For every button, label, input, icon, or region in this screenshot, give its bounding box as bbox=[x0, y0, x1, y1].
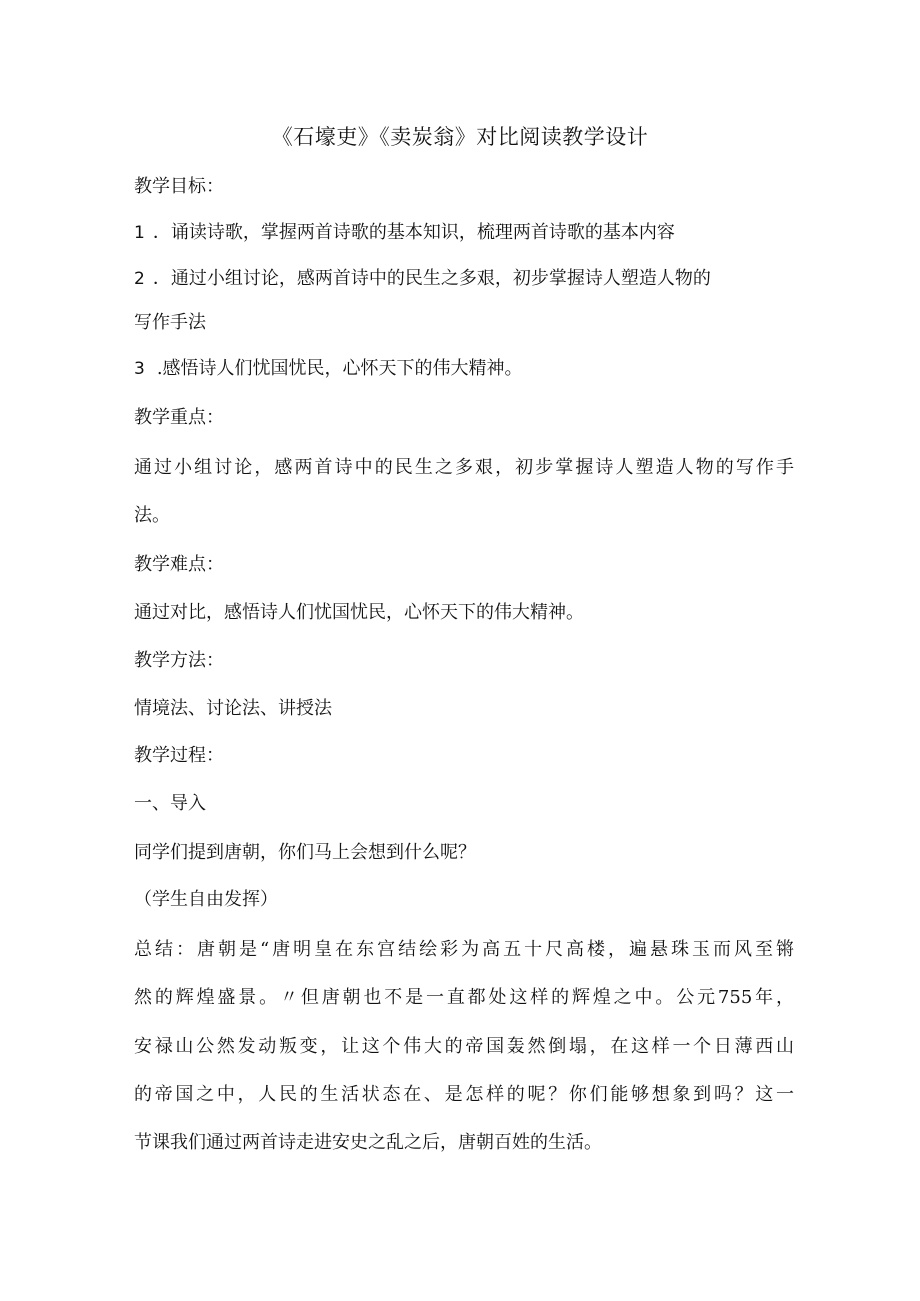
goal-text: ．通过小组讨论，感两首诗中的民生之多艰，初步掌握诗人塑造人物的 bbox=[152, 268, 711, 289]
summary-line-5: 节课我们通过两首诗走进安史之乱之后，唐朝百姓的生活。 bbox=[134, 1132, 602, 1153]
summary-line-1: 总结：唐朝是“唐明皇在东宫结绘彩为高五十尺高楼，遍悬珠玉而风至锵 bbox=[134, 939, 794, 960]
goal-item-2 bbox=[134, 266, 794, 292]
section-heading-intro: 一、导入 bbox=[134, 793, 206, 814]
goal-item-1 bbox=[134, 220, 794, 246]
method-heading: 教学方法： bbox=[134, 650, 224, 671]
goals-heading: 教学目标： bbox=[134, 176, 224, 197]
goal-number: 1 bbox=[134, 223, 145, 243]
intro-question: 同学们提到唐朝，你们马上会想到什么呢？ bbox=[134, 842, 476, 863]
summary-line-2: 然的辉煌盛景。〃但唐朝也不是一直都处这样的辉煌之中。公元755年， bbox=[134, 987, 794, 1008]
summary-line-4: 的帝国之中，人民的生活状态在、是怎样的呢？你们能够想象到吗？这一 bbox=[134, 1084, 794, 1105]
goal-item-2-continued: 写作手法 bbox=[134, 312, 206, 333]
summary-line-3: 安禄山公然发动叛变，让这个伟大的帝国轰然倒塌，在这样一个日薄西山 bbox=[134, 1036, 794, 1057]
goal-text: ．诵读诗歌，掌握两首诗歌的基本知识，梳理两首诗歌的基本内容 bbox=[152, 222, 675, 243]
document-title: 《石壕吏》《卖炭翁》对比阅读教学设计 bbox=[271, 125, 649, 149]
goal-number: 2 bbox=[134, 269, 145, 289]
key-text-line-2: 法。 bbox=[134, 505, 170, 526]
key-text-line-1: 通过小组讨论，感两首诗中的民生之多艰，初步掌握诗人塑造人物的写作手 bbox=[134, 457, 794, 478]
process-heading: 教学过程： bbox=[134, 745, 224, 766]
goal-number: 3 bbox=[134, 359, 145, 379]
difficulty-heading: 教学难点： bbox=[134, 554, 224, 575]
goal-item-3 bbox=[134, 356, 794, 382]
method-text: 情境法、讨论法、讲授法 bbox=[134, 698, 332, 719]
key-heading: 教学重点： bbox=[134, 407, 224, 428]
student-note: （学生自由发挥） bbox=[134, 889, 278, 910]
goal-text: .感悟诗人们忧国忧民，心怀天下的伟大精神。 bbox=[156, 358, 523, 379]
difficulty-text: 通过对比，感悟诗人们忧国忧民，心怀天下的伟大精神。 bbox=[134, 602, 584, 623]
